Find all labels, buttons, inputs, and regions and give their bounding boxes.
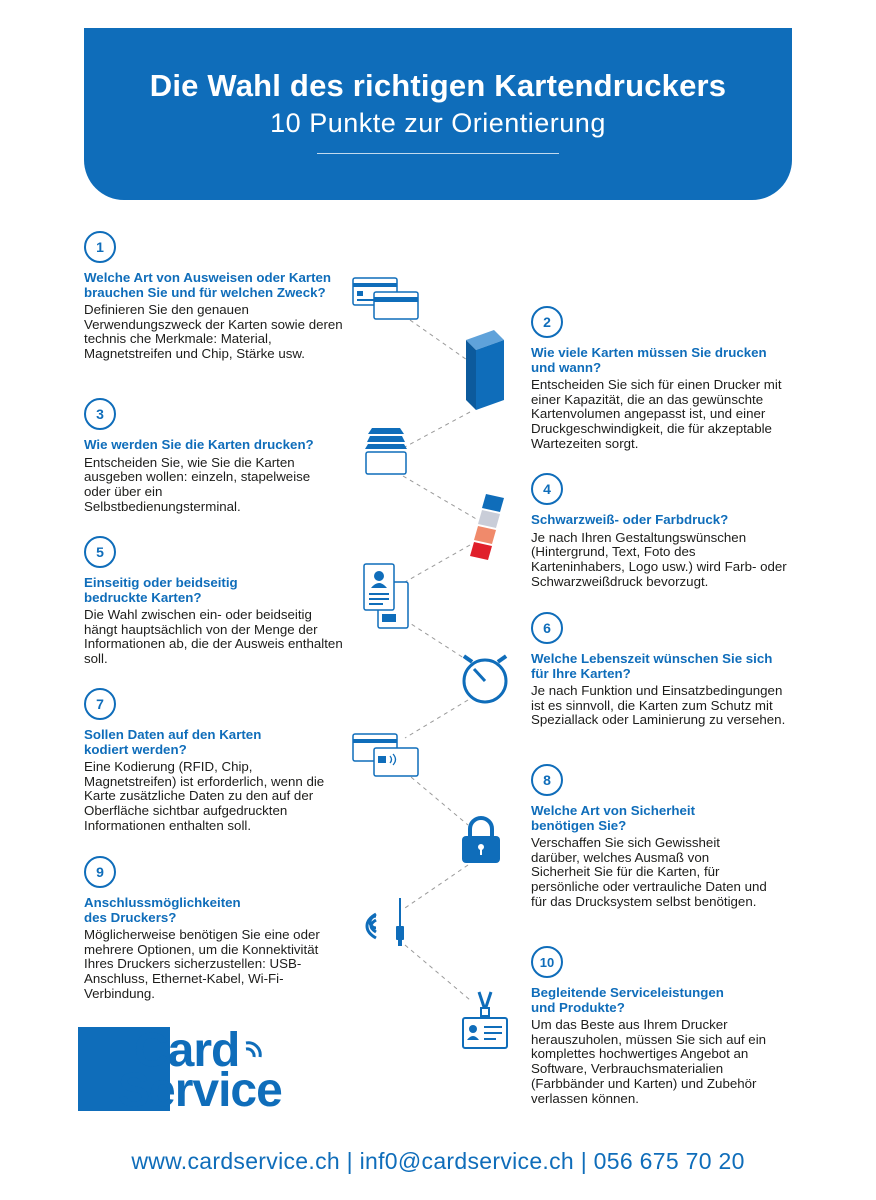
point-10 [531,946,793,1106]
point-question: Einseitig oder beidseitig bedruckte Karten? [84,575,238,605]
point-number: 7 [84,688,116,720]
point-description: Definieren Sie den genauen Verwendungszweck der Karten sowie deren technis che Merkmale: Material, Magnetstreifen und Chip, Stärke usw. [84,302,343,362]
card-pair-icon [352,276,422,322]
point-7 [84,688,346,834]
point-question: Welche Art von Sicherheit benötigen Sie? [531,803,696,833]
point-question: Sollen Daten auf den Karten kodiert werden? [84,727,262,757]
point-description: Je nach Ihren Gestaltungswünschen (Hintergrund, Text, Foto des Karteninhabers, Logo usw.) wird Farb- oder Schwarzweißdruck bevorzugt. [531,529,787,589]
point-description: Die Wahl zwischen ein- oder beidseitig hängt hauptsächlich von der Menge der Informationen ab, die der Ausweis enthalten soll. [84,607,343,667]
stopwatch-icon [460,653,510,705]
point-number: 2 [531,306,563,338]
point-number: 5 [84,536,116,568]
cardservice-logo [78,1024,306,1117]
card-stack-printer-icon [464,328,506,412]
point-question: Anschlussmöglichkeiten des Druckers? [84,895,241,925]
id-card-front-back-icon [362,562,410,630]
point-description: Entscheiden Sie, wie Sie die Karten ausgeben wollen: einzeln, stapelweise oder über ein Selbstbedienungsterminal. [84,454,311,514]
point-6 [531,612,793,728]
padlock-icon [461,816,501,864]
page-title: Die Wahl des richtigen Kartendruckers [149,68,727,103]
point-description: Möglicherweise benötigen Sie eine oder mehrere Optionen, um die Konnektivität Ihres Druckers sicherzustellen: USB-Anschluss, Ethernet-Kabel, Wi-Fi-Verbindung. [84,927,320,1001]
point-question: Welche Art von Ausweisen oder Karten brauchen Sie und für welchen Zweck? [84,270,332,300]
point-number: 6 [531,612,563,644]
point-4 [531,473,789,589]
point-number: 3 [84,398,116,430]
point-question: Begleitende Serviceleistungen und Produkte? [531,985,724,1015]
point-description: Entscheiden Sie sich für einen Drucker mit einer Kapazität, die an das gewünschte Kartenvolumen angepasst ist, und einer Druckgeschwindigkeit, die für akzeptable Wartezeiten sorgt. [531,377,782,451]
point-description: Je nach Funktion und Einsatzbedingungen ist es sinnvoll, die Karten zum Schutz mit Speziallack oder Laminierung zu versehen. [531,683,786,728]
color-swatches-icon [466,492,506,562]
wireless-signal-icon [244,1037,268,1061]
point-1 [84,231,350,362]
contact-footer[interactable]: www.cardservice.ch | inf0@cardservice.ch | 056 675 70 20 [131,1148,745,1174]
wifi-cable-icon [362,896,408,950]
point-number: 8 [531,764,563,796]
point-number: 1 [84,231,116,263]
page-subtitle: 10 Punkte zur Orientierung [270,108,606,138]
logo-word-service: Service [118,1064,282,1117]
point-question: Welche Lebenszeit wünschen Sie sich für Ihre Karten? [531,651,773,681]
point-2 [531,306,793,452]
point-number: 10 [531,946,563,978]
logo-word-card: Card [134,1024,240,1077]
point-question: Schwarzweiß- oder Farbdruck? [531,512,729,527]
point-description: Um das Beste aus Ihrem Drucker herauszuholen, müssen Sie sich auf ein komplettes hochwertiges Angebot an Software, Verbrauchsmaterialien (Farbbänder und Karten) und Zubehör verlassen können. [531,1017,767,1106]
point-number: 4 [531,473,563,505]
point-5 [84,536,346,667]
point-9 [84,856,320,1002]
chip-card-icon [352,732,422,780]
point-description: Verschaffen Sie sich Gewissheit darüber, welches Ausmaß von Sicherheit Sie für die Karten, für persönliche oder vertrauliche Daten und für das Drucksystem selbst benötigen. [531,835,767,909]
point-8 [531,764,771,910]
point-question: Wie werden Sie die Karten drucken? [84,437,314,452]
point-3 [84,398,346,514]
point-question: Wie viele Karten müssen Sie drucken und wann? [531,345,767,375]
card-tray-icon [364,426,408,476]
point-description: Eine Kodierung (RFID, Chip, Magnetstreifen) ist erforderlich, wenn die Karte zusätzliche Daten zu den auf der Oberfläche sichtbar aufgedruckten Informationen enthalten soll. [84,759,325,833]
point-number: 9 [84,856,116,888]
badge-lanyard-icon [462,990,508,1050]
